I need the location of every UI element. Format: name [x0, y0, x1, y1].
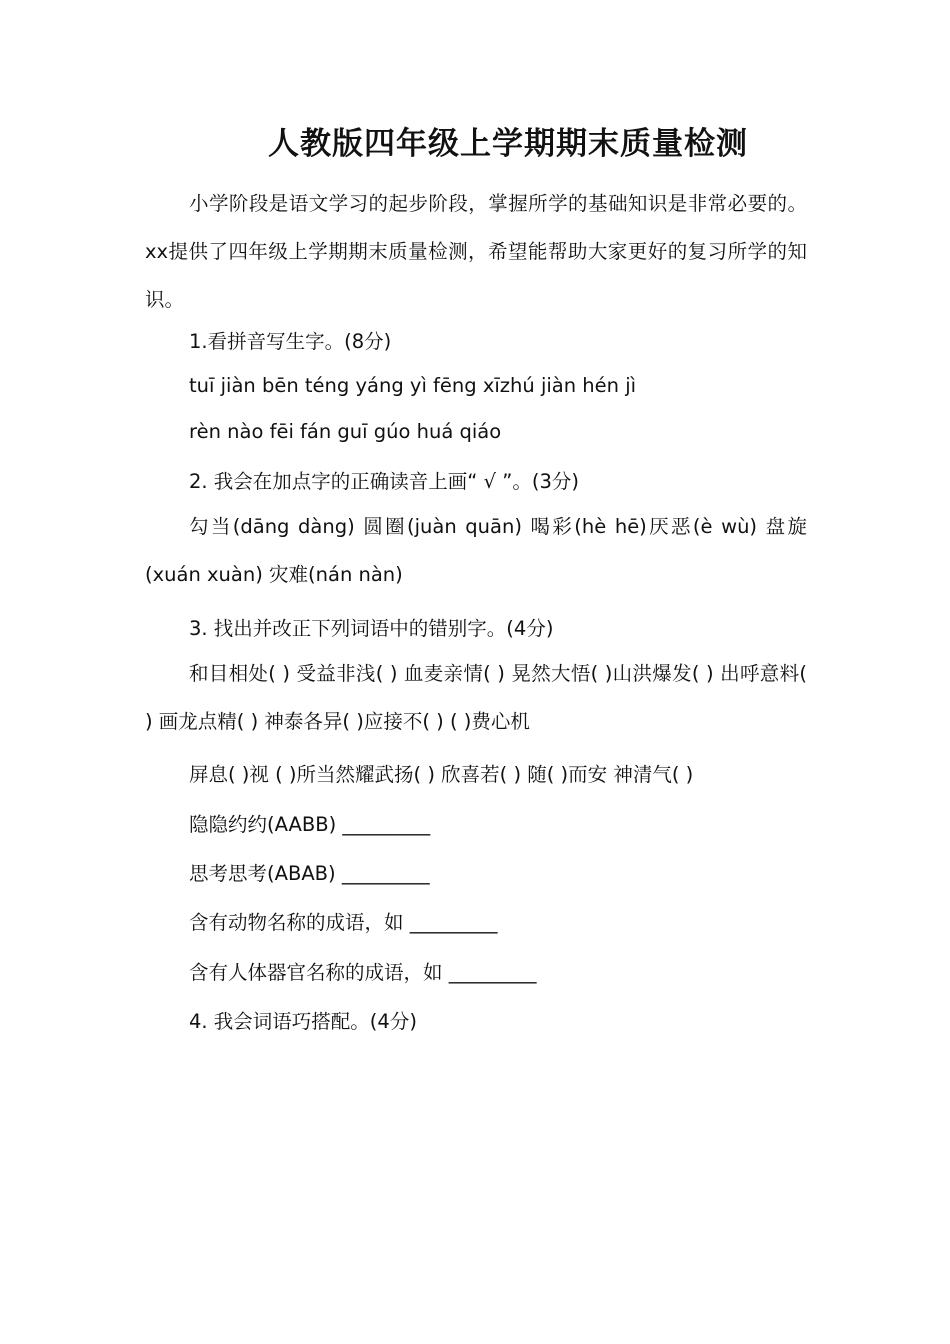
question-3-body-idiom: 含有人体器官名称的成语，如 _________ [189, 961, 537, 984]
page-title: 人教版四年级上学期期末质量检测 [268, 126, 748, 162]
pinyin-line-2: rèn nào fēi fán guī gúo huá qiáo [189, 420, 502, 443]
question-3-content-1: 和目相处( ) 受益非浅( ) 血麦亲情( ) 晃然大悟( )山洪爆发( ) 出呼意料( ) 画龙点精( ) 神泰各异( )应接不( ) ( )费心机 [145, 662, 807, 733]
question-2-content: 勾当(dāng dàng) 圆圈(juàn quān) 喝彩(hè hē)厌恶(è wù) 盘旋(xuán xuàn) 灾难(nán nàn) [145, 515, 807, 586]
question-4-heading: 4. 我会词语巧搭配。(4分) [189, 1010, 417, 1033]
intro-paragraph: 小学阶段是语文学习的起步阶段，掌握所学的基础知识是非常必要的。xx提供了四年级上学期期末质量检测，希望能帮助大家更好的复习所学的知识。 [145, 192, 807, 311]
question-3-animal-idiom: 含有动物名称的成语，如 _________ [189, 911, 498, 934]
question-3-heading: 3. 找出并改正下列词语中的错别字。(4分) [189, 617, 554, 640]
question-1-heading: 1.看拼音写生字。(8分) [189, 330, 392, 353]
question-3-aabb: 隐隐约约(AABB) _________ [189, 813, 431, 836]
question-2-heading: 2. 我会在加点字的正确读音上画“ √ ”。(3分) [189, 470, 579, 493]
question-3-abab: 思考思考(ABAB) _________ [189, 862, 430, 885]
question-3-content-2: 屏息( )视 ( )所当然耀武扬( ) 欣喜若( ) 随( )而安 神清气( ) [189, 763, 694, 786]
pinyin-line-1: tuī jiàn bēn téng yáng yì fēng xīzhú jiàn hén jì [189, 374, 637, 397]
